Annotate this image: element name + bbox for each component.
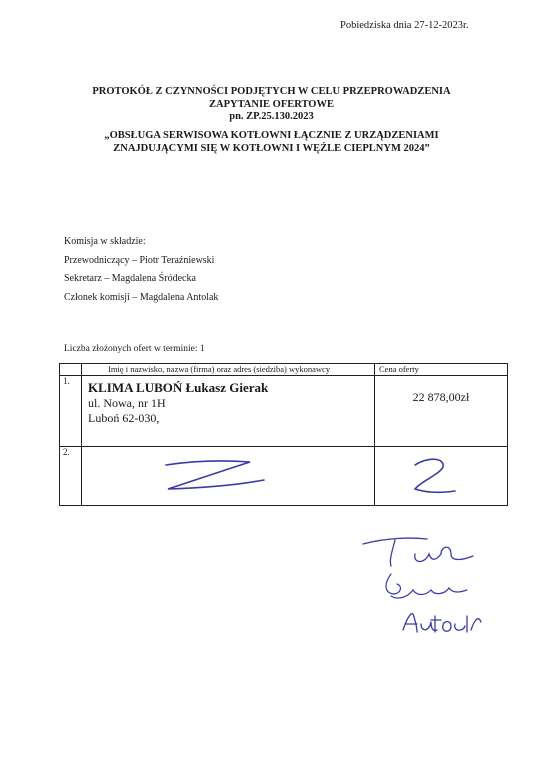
row-number: 2.	[60, 447, 82, 506]
offers-table	[59, 363, 508, 506]
committee-chair: Przewodniczący – Piotr Teraźniewski	[64, 254, 215, 266]
offers-count: Liczba złożonych ofert w terminie: 1	[64, 344, 205, 354]
committee-heading: Komisja w składzie:	[64, 236, 146, 247]
header-price: Cena oferty	[375, 364, 508, 376]
table-row	[60, 376, 508, 447]
empty-contractor-cell	[82, 447, 375, 506]
company-name: KLIMA LUBOŃ Łukasz Gierak	[88, 380, 269, 395]
offer-price: 22 878,00zł	[412, 390, 470, 404]
price-cell	[375, 376, 508, 447]
subject-line-2: ZNAJDUJĄCYMI SIĘ W KOTŁOWNI I WĘŹLE CIEPLNYM 2024”	[113, 142, 430, 154]
contractor-cell	[82, 376, 375, 447]
document-subject	[40, 130, 503, 155]
document-date: Pobiedziska dnia 27-12-2023r.	[340, 20, 469, 31]
committee-secretary: Sekretarz – Magdalena Śródecka	[64, 273, 196, 284]
title-line-2: ZAPYTANIE OFERTOWE	[209, 98, 334, 110]
header-num-cell	[60, 364, 82, 376]
table-header-row	[60, 364, 508, 376]
table-row	[60, 447, 508, 506]
title-reference-number: pn. ZP.25.130.2023	[229, 111, 314, 122]
committee-signatures	[355, 530, 505, 650]
document-title	[40, 86, 503, 124]
signature-chair	[363, 538, 427, 566]
signature-member	[403, 614, 481, 632]
row-number: 1.	[60, 376, 82, 447]
header-contractor: Imię i nazwisko, nazwa (firma) oraz adres (siedziba) wykonawcy	[82, 364, 375, 376]
subject-line-1: „OBSŁUGA SERWISOWA KOTŁOWNI ŁĄCZNIE Z URZĄDZENIAMI	[104, 130, 439, 141]
handwritten-z-mark	[375, 447, 503, 505]
committee-member: Członek komisji – Magdalena Antolak	[64, 291, 219, 303]
empty-price-cell	[375, 447, 508, 506]
company-street: ul. Nowa, nr 1H	[88, 396, 166, 410]
title-line-1: PROTOKÓŁ Z CZYNNOŚCI PODJĘTYCH W CELU PRZEPROWADZENIA	[92, 86, 451, 97]
company-city: Luboń 62-030,	[88, 411, 160, 425]
signature-secretary	[386, 574, 467, 598]
committee-section	[64, 233, 218, 307]
handwritten-z-mark	[82, 447, 348, 505]
